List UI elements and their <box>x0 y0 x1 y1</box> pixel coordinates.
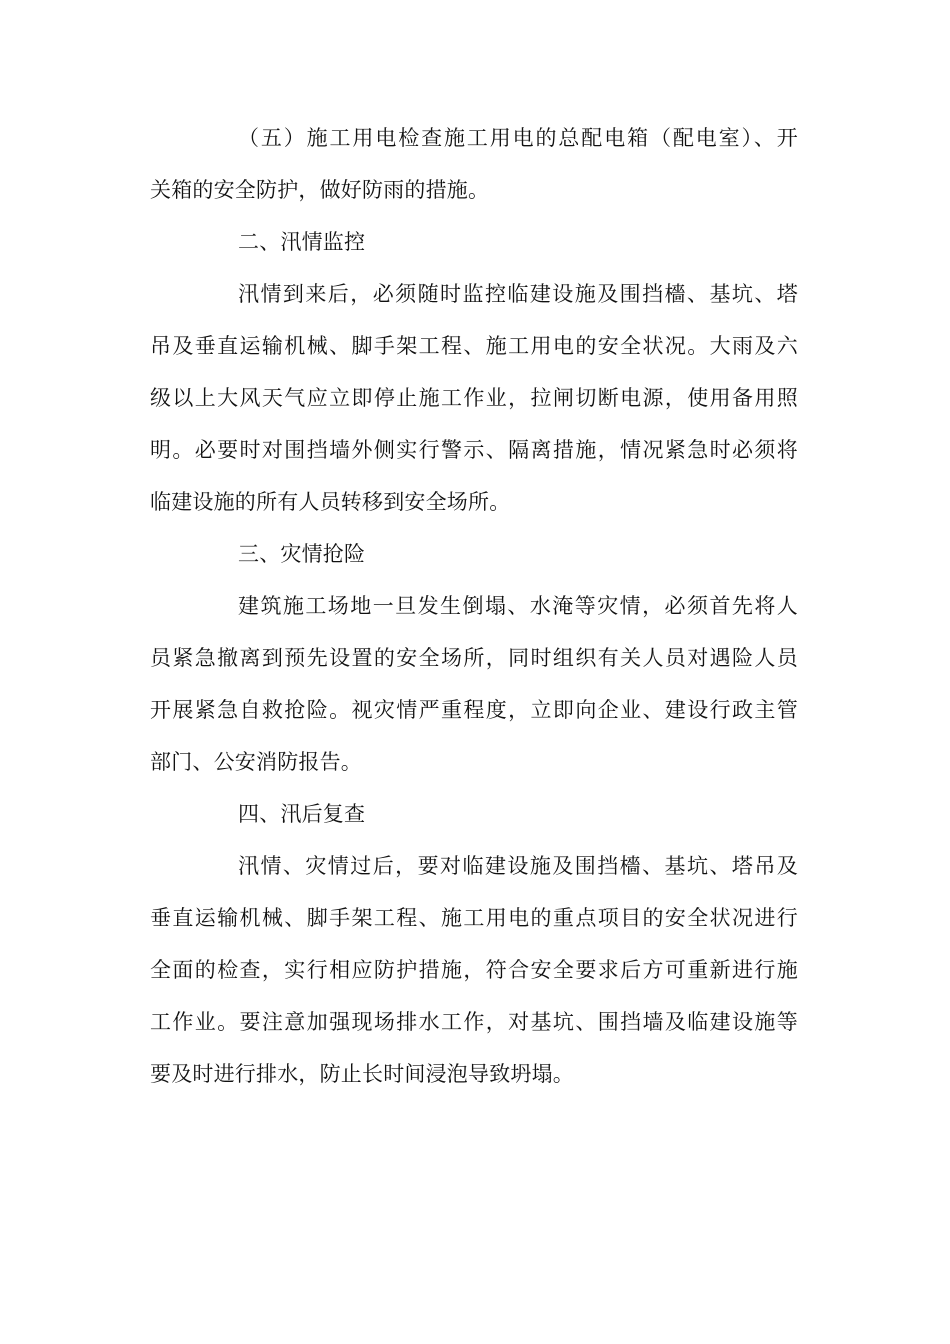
paragraph-line: 全面的检查，实行相应防护措施，符合安全要求后方可重新进行施 <box>150 958 798 982</box>
paragraph-line: 级以上大风天气应立即停止施工作业，拉闸切断电源，使用备用照 <box>150 386 798 410</box>
paragraph-line: 汛情、灾情过后，要对临建设施及围挡檣、基坑、塔吊及 <box>238 854 798 878</box>
paragraph-line: 垂直运输机械、脚手架工程、施工用电的重点项目的安全状况进行 <box>150 906 798 930</box>
paragraph-line: 部门、公安消防报告。 <box>150 750 362 774</box>
paragraph-line: 开展紧急自救抢险。视灾情严重程度，立即向企业、建设行政主管 <box>150 698 798 722</box>
section-heading: 四、汛后复查 <box>238 802 366 826</box>
paragraph-line: 明。必要时对围挡墙外侧实行警示、隔离措施，情况紧急时必须将 <box>150 438 798 462</box>
paragraph-line: （五）施工用电检查施工用电的总配电箱（配电室）、开 <box>238 126 798 150</box>
paragraph-line: 关箱的安全防护，做好防雨的措施。 <box>150 178 490 202</box>
document-body <box>150 112 798 1100</box>
paragraph-line: 吊及垂直运输机械、脚手架工程、施工用电的安全状况。大雨及六 <box>150 334 798 358</box>
paragraph-line: 要及时进行排水，防止长时间浸泡导致坍塌。 <box>150 1062 574 1086</box>
section-heading: 三、灾情抢险 <box>238 542 366 566</box>
paragraph-line: 汛情到来后，必须随时监控临建设施及围挡檣、基坑、塔 <box>238 282 798 306</box>
paragraph-line: 建筑施工场地一旦发生倒塌、水淹等灾情，必须首先将人 <box>238 594 798 618</box>
section-heading: 二、汛情监控 <box>238 230 366 254</box>
paragraph-line: 临建设施的所有人员转移到安全场所。 <box>150 490 511 514</box>
paragraph-line: 员紧急撤离到预先设置的安全场所，同时组织有关人员对遇险人员 <box>150 646 798 670</box>
paragraph-line: 工作业。要注意加强现场排水工作，对基坑、围挡墙及临建设施等 <box>150 1010 798 1034</box>
